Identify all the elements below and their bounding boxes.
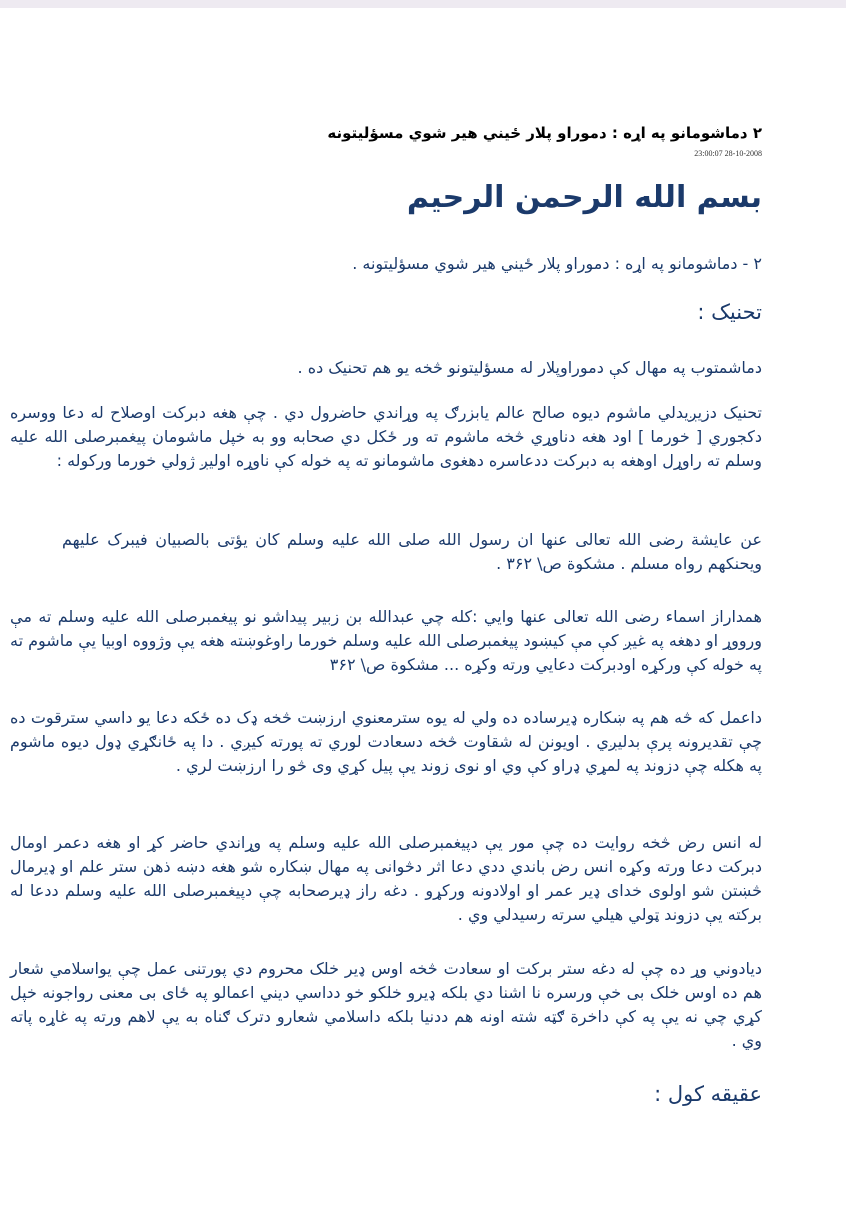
bismillah-heading: بسم الله الرحمن الرحيم xyxy=(406,180,762,215)
paragraph: ديادوني وړ ده چې له دغه ستر برکت او سعادت څخه اوس ډير خلک محروم دي پورتنی عمل چې يواسلامي شعار هم ده اوس خلک بی خې ورسره نا اشنا دي بلکه ډيرو خلکو خو دداسي ديني اعمالو په ځای بی معنی رواجونه خپل کړي چي نه يې په کې داخرة ګټه شته اونه هم ددنيا بلکه داسلامي شعارو دترک ګناه به يې لاهم ورته په غاړه پاته وي . xyxy=(10,959,762,1050)
paragraph: له انس رض څخه روايت ده چې مور يې دپيغمبرصلی الله عليه وسلم په وړاندي حاضر کړ او هغه دعمر اومال دبرکت دعا ورته وکړه انس رض باندي ددي دعا اثر دڅوانی په مهال ښکاره شو هغه دښه ذهن ستر علم او ډيرمال څښتن شو اولوی خدای ډير عمر او اولادونه ورکړو . دغه راز ډيرصحابه چې دپيغمبرصلی الله عليه وسلم ددعا له برکته يې دزوند ټولي هيلي سرته رسيدلي وي . xyxy=(10,833,762,924)
document-date: 23:00:07 28-10-2008 xyxy=(694,149,762,158)
document-subtitle: ۲ - دماشومانو په اړه : دموراو پلار ځيني هير شوي مسؤليتونه . xyxy=(352,254,762,273)
section-heading-tahnik: تحنيک : xyxy=(697,300,762,324)
paragraph: تحنيک دزيږيدلي ماشوم ديوه صالح عالم يابزرګ په وړاندي حاضرول دي . چې هغه دبرکت اوصلاح له دعا ووسره دکجوري [ خورما ] اود هغه دناوړي څخه ماشوم ته ور ځکل دي صحابه وو به خپل ماشومان پيغمبرصلی الله عليه وسلم ته راوړل اوهغه به دبرکت ددعاسره دهغوی ماشومانو ته په خوله کې ناوړه اوليږ ژولي خورما ورکوله : xyxy=(10,403,762,470)
paragraph: دماشمتوب په مهال کې دموراوپلار له مسؤليتونو څخه يو هم تحنيک ده . xyxy=(297,358,762,377)
paragraph: داعمل که څه هم په ښکاره ډيرساده ده ولي له يوه سترمعنوي ارزښت څخه ډک ده ځکه دعا يو داسي سترقوت ده چې تقديرونه پرې بدليږي . اويونن له شقاوت څخه دسعادت لوري ته پورته کيږي . دا په ځانګړي ډول ديوه ماشوم په هکله چې دزوند په لمړي ډراو کې وي او نوی زوند يې پيل کړي وی څو را ارزښت لري . xyxy=(10,708,762,775)
section-heading-aqiqa: عقيقه کول : xyxy=(654,1082,762,1106)
document-title: ۲ دماشومانو په اړه : دموراو پلار ځيني هير شوي مسؤليتونه xyxy=(327,124,762,142)
paragraph: همداراز اسماء رضی الله تعالی عنها وايي :کله چي عبدالله بن زبير پيداشو نو پيغمبرصلی الله عليه وسلم ته مې ورووړ او دهغه په غيږ کې مې کيښود پيغمبرصلی الله عليه وسلم خورما راوغوښته هغه يې وژووه اوبيا يې ماشوم ته په خوله کې ورکړه اودبرکت دعايي ورته وکړه ... مشکوة ص\ ۳۶۲ xyxy=(10,607,762,674)
hadith-quote: عن عايشة رضی الله تعالی عنها ان رسول الله صلی الله عليه وسلم کان يؤتی بالصبيان فيبرک عليهم ويحنکهم رواه مسلم . مشکوة ص\ ۳۶۲ . xyxy=(62,530,762,573)
